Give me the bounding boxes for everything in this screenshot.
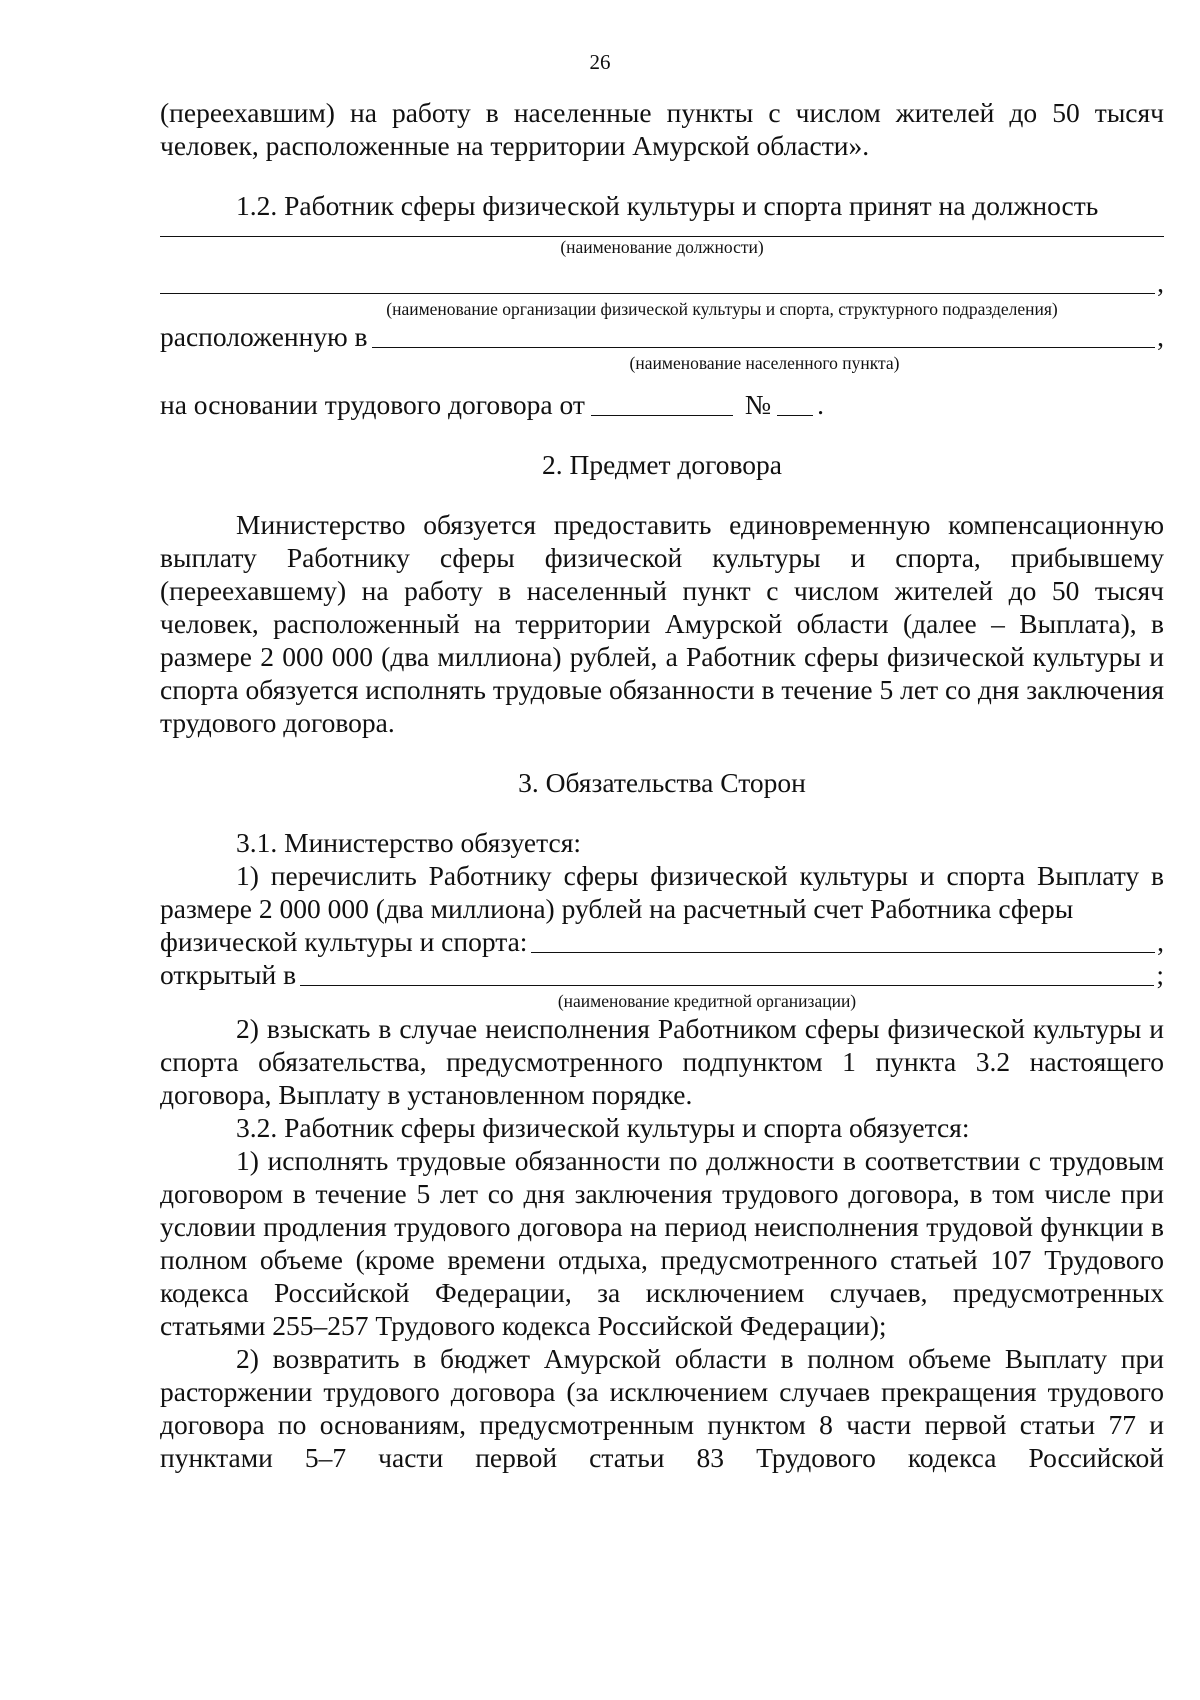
number-sign: № [744,389,772,420]
intro-line-1: (переехавшим) на работу в населенные пункты с числом жителей до 50 тысяч [160,97,1164,128]
basis-end: . [817,389,825,420]
clause-3-1: 3.1. Министерство обязуется: [236,827,581,858]
organization-line-end: , [1157,267,1164,298]
page-number: 26 [589,50,611,74]
organization-caption: (наименование организации физической культуры и спорта, структурного подразделения) [386,299,1058,319]
opened-end: ; [1156,959,1164,990]
basis-label: на основании трудового договора от [160,389,585,420]
basis-line [160,388,1164,421]
account-label: физической культуры и спорта: [160,926,528,957]
account-blank [531,926,1155,953]
position-caption: (наименование должности) [560,237,764,257]
contract-date-blank [591,389,733,416]
account-line [160,925,1164,958]
bank-caption: (наименование кредитной организации) [557,991,857,1011]
located-label: расположенную в [160,321,368,352]
organization-line [160,266,1164,299]
clause-3-2-item-1: 1) исполнять трудовые обязанности по должности в соответствии с трудовым договором в течение 5 лет со дня заключения трудового договора, в том числе при условии продления трудового договора на период неисполнения трудовой функции в полном объеме (кроме времени отдыха, предусмотренного статьей 107 Трудового кодекса Российской Федерации, за исключением случаев, предусмотренных статьями 255–257 Трудового кодекса Российской Федерации); [160,1145,1164,1341]
intro-line-2: человек, расположенные на территории Амурской области». [160,130,870,161]
section-2-paragraph: Министерство обязуется предоставить единовременную компенсационную выплату Работнику сферы физической культуры и спорта, прибывшему (переехавшему) на работу в населенный пункт с числом жителей до 50 тысяч человек, расположенный на территории Амурской области (далее – Выплата), в размере 2 000 000 (два миллиона) рублей, а Работник сферы физической культуры и спорта обязуется исполнять трудовые обязанности в течение 5 лет со дня заключения трудового договора. [160,509,1164,738]
clause-3-1-item-2: 2) взыскать в случае неисполнения Работником сферы физической культуры и спорта обязательства, предусмотренного подпунктом 1 пункта 3.2 настоящего договора, Выплату в установленном порядке. [160,1013,1164,1110]
contract-number-blank [777,389,813,416]
section-3-title: 3. Обязательства Сторон [518,767,806,798]
organization-blank [160,267,1155,294]
section-2-title: 2. Предмет договора [541,449,783,480]
located-line [160,320,1164,353]
clause-3-1-item-1: 1) перечислить Работнику сферы физической культуры и спорта Выплату в размере 2 000 000 (два миллиона) рублей на расчетный счет Работника сферы [160,860,1164,924]
settlement-blank [372,321,1156,348]
opened-label: открытый в [160,959,297,990]
clause-1-2: 1.2. Работник сферы физической культуры и спорта принят на должность [236,190,1099,221]
account-end: , [1157,926,1164,957]
opened-line [160,958,1164,991]
located-end: , [1157,321,1164,352]
clause-3-2-item-2: 2) возвратить в бюджет Амурской области в полном объеме Выплату при расторжении трудового договора (за исключением случаев прекращения трудового договора по основаниям, предусмотренным пунктом 8 части первой статьи 77 и пунктами 5–7 части первой статьи 83 Трудового кодекса Российской [160,1343,1164,1473]
clause-3-2: 3.2. Работник сферы физической культуры и спорта обязуется: [236,1112,970,1143]
document-body [160,96,1164,1474]
bank-blank [300,959,1154,986]
settlement-caption: (наименование населенного пункта) [629,353,900,373]
